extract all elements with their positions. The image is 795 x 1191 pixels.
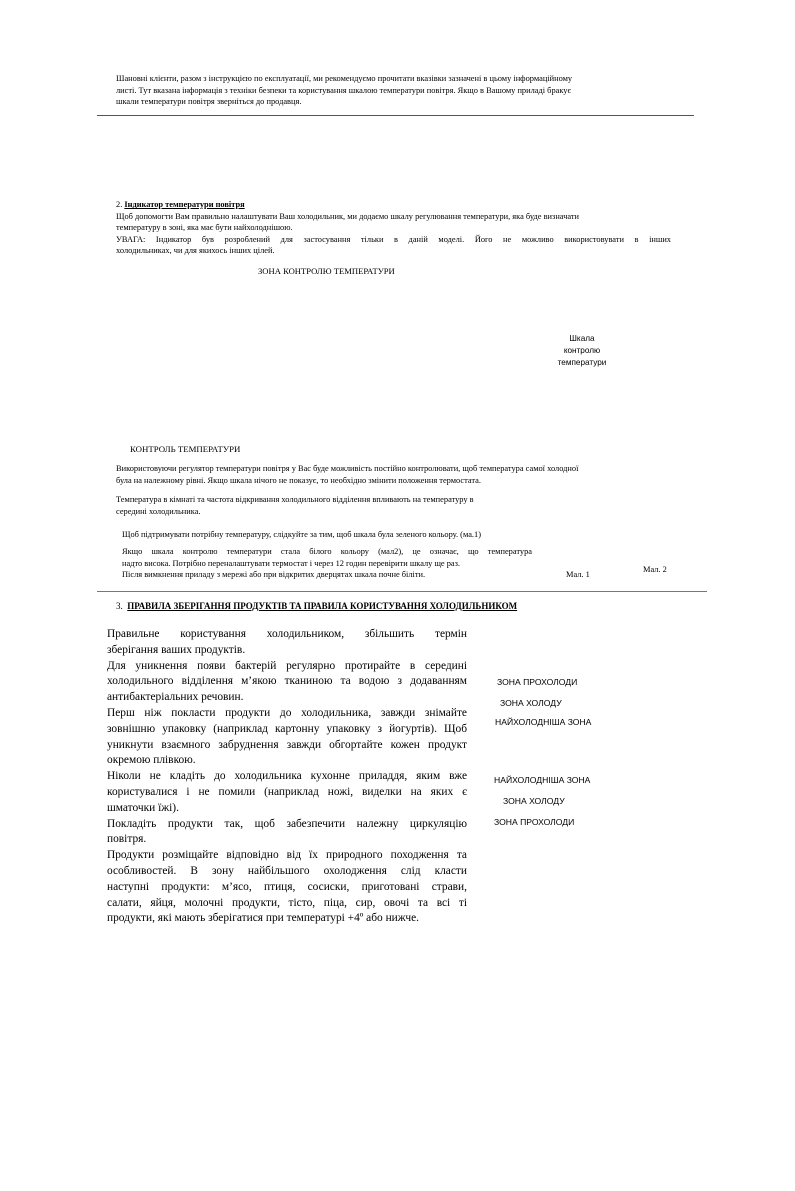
body-line: холодильного відділення м’якою тканиною та водою з додаванням (107, 675, 467, 688)
zone-label-cool: ЗОНА ПРОХОЛОДИ (497, 677, 578, 687)
zone-label-coldest: НАЙХОЛОДНІША ЗОНА (495, 717, 592, 727)
body-line: наступні продукти: м’ясо, птиця, сосиски, приготовані страви, (107, 880, 467, 893)
control-line: Використовуючи регулятор температури повітря у Вас буде можливість постійно контролювати, щоб температура самої холодної (116, 464, 579, 473)
control-line: Температура в кімнаті та частота відкривання холодильного відділення впливають на температуру в (116, 495, 474, 504)
body-line: зовнішню упаковку (наприклад картонну упаковку з йогуртів). Щоб (107, 722, 467, 735)
body-line: антибактеріальних речовин. (107, 691, 244, 704)
intro-line: листі. Тут вказана інформація з техніки безпеки та користування шкалою температури повітря. Якщо в Вашому приладі бракує (116, 85, 572, 95)
section-divider (97, 591, 707, 592)
zone-label-cool: ЗОНА ПРОХОЛОДИ (494, 817, 575, 827)
body-line: шматочки їжі). (107, 801, 179, 814)
body-line: повітря. (107, 833, 147, 846)
figure-1-caption: Мал. 1 (566, 570, 590, 579)
zone-label-cold: ЗОНА ХОЛОДУ (503, 796, 565, 806)
section-2-line: холодильниках, чи для якихось інших цілей. (116, 246, 275, 255)
intro-line: Шановні клієнти, разом з інструкцією по експлуатації, ми рекомендуємо прочитати вказівки зазначені в цьому інформаційному (116, 74, 573, 83)
section-2-line: Щоб допомогти Вам правильно налаштувати Ваш холодильник, ми додаємо шкалу регулювання температури, яка буде визначати (116, 211, 580, 221)
intro-line: шкали температури повітря зверніться до продавця. (116, 97, 302, 106)
body-line: Ніколи не кладіть до холодильника кухонне приладдя, яким вже (107, 770, 467, 783)
control-line: Після вимкнення приладу з мережі або при відкритих дверцятах шкала почне біліти. (122, 570, 426, 579)
control-paragraph-3: Щоб підтримувати потрібну температуру, слідкуйте за тим, щоб шкала була зеленого кольору. (ма.1) (122, 530, 482, 539)
section-2-line: УВАГА: Індикатор був розроблений для застосування тільки в даній моделі. Його не можливо використовувати в інших (116, 234, 671, 244)
control-line: надто висока. Потрібно переналаштувати термостат і через 12 годин перевірити шкалу ще раз. (122, 558, 461, 568)
section-3-number: 3. (116, 601, 123, 611)
body-line: уникнути взаємного забруднення завжди обгортайте кожен продукт (107, 738, 467, 751)
body-line: Для уникнення появи бактерій регулярно протирайте в середині (107, 659, 467, 672)
scale-label-line: Шкала (569, 334, 595, 343)
scale-label (546, 333, 618, 369)
body-line: салати, яйця, молочні продукти, тісто, піца, сир, овочі та всі ті (107, 896, 467, 909)
control-title: КОНТРОЛЬ ТЕМПЕРАТУРИ (130, 444, 241, 454)
figure-2-caption: Мал. 2 (643, 565, 667, 574)
zone-label-cold: ЗОНА ХОЛОДУ (500, 698, 562, 708)
section-3-heading (116, 601, 517, 611)
control-paragraph-4 (122, 546, 532, 581)
body-line: зберігання ваших продуктів. (107, 643, 246, 656)
control-paragraph-1 (116, 463, 676, 486)
zone-label-coldest: НАЙХОЛОДНІША ЗОНА (494, 775, 591, 785)
body-line: Продукти розміщайте відповідно від їх природного походження та (107, 849, 467, 862)
body-line: Правильне користування холодильником, збільшить термін (107, 628, 467, 640)
control-paragraph-2 (116, 494, 556, 517)
intro-paragraph (116, 73, 676, 108)
section-2-line: температуру в зоні, яка має бути найхолоднішою. (116, 223, 293, 232)
body-line: особливостей. В зону найбільшого охолодження слід класти (107, 864, 467, 877)
body-line: користувалися і не помили (наприклад ножі, виделки на яких є (107, 785, 467, 798)
scale-label-line: температури (557, 358, 607, 367)
control-line: була на належному рівні. Якщо шкала нічого не показує, то необхідно змінити положення термостата. (116, 475, 481, 485)
body-line: окремою плівкою. (107, 754, 196, 767)
control-line: Якщо шкала контролю температури стала білого кольору (мал2), це означає, що температура (122, 547, 532, 556)
top-divider (97, 115, 694, 116)
body-line: Перш ніж покласти продукти до холодильника, завжди знімайте (107, 706, 467, 719)
body-line: продукти, які мають зберігатися при температурі +4º або нижче. (107, 912, 419, 925)
section-2-heading (116, 199, 671, 211)
body-line: Покладіть продукти так, щоб забезпечити належну циркуляцію (107, 817, 467, 830)
section-3-body (107, 627, 467, 927)
zone-control-title: ЗОНА КОНТРОЛЮ ТЕМПЕРАТУРИ (258, 266, 395, 276)
control-line: середині холодильника. (116, 506, 201, 516)
section-3-title: ПРАВИЛА ЗБЕРІГАННЯ ПРОДУКТІВ ТА ПРАВИЛА КОРИСТУВАННЯ ХОЛОДИЛЬНИКОМ (127, 601, 518, 611)
section-2-number: 2. (116, 200, 123, 209)
section-2 (116, 199, 671, 257)
scale-label-line: контролю (563, 346, 601, 355)
section-2-title: Індикатор температури повітря (124, 200, 245, 209)
